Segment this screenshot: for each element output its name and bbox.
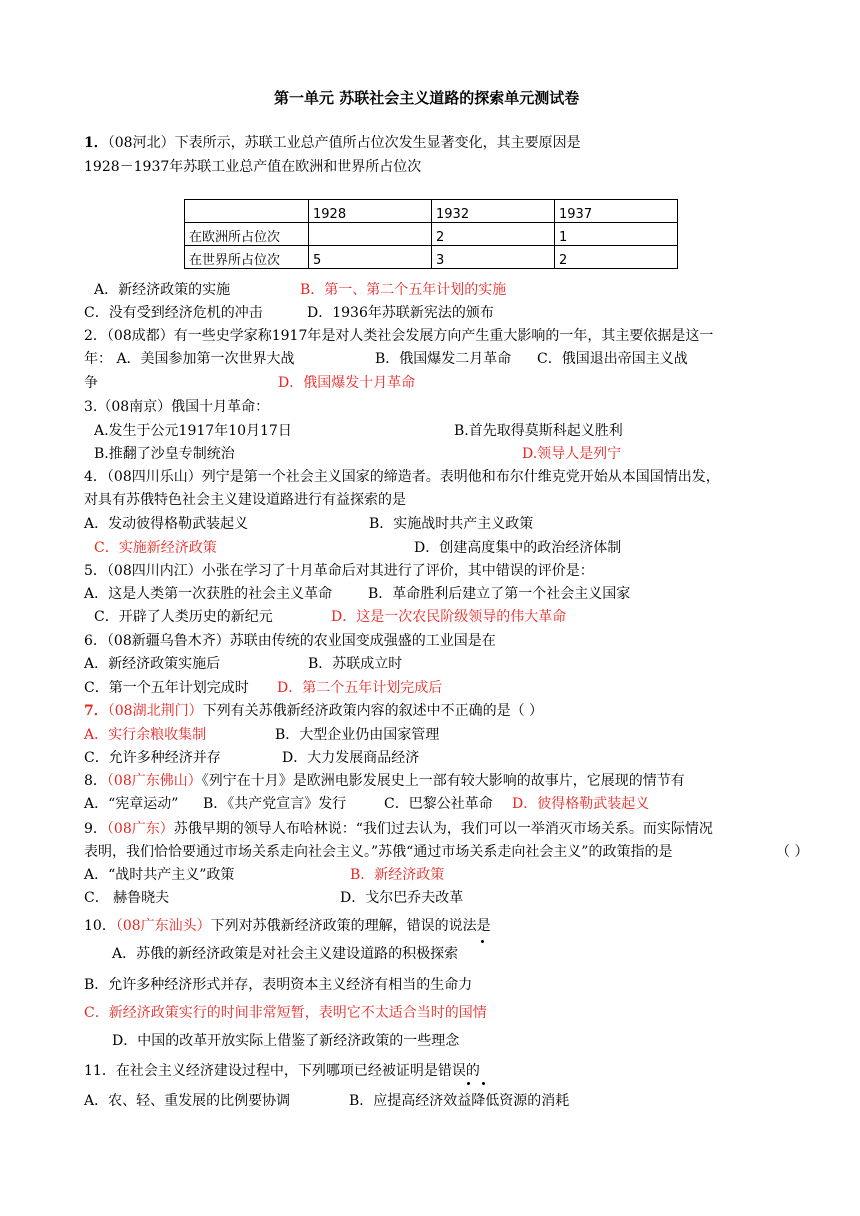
option-d: D．大力发展商品经济 <box>282 750 420 766</box>
table-cell: 3 <box>432 246 555 269</box>
question-source: （08广东） <box>106 821 174 837</box>
option-d: D．创建高度集中的政治经济体制 <box>414 540 622 556</box>
question-text: 下列有关苏俄新经济政策内容的叙述中不正确的是（ ） <box>202 703 544 719</box>
option-a: A．发动彼得格勒武装起义 <box>84 516 249 532</box>
option-b: B．革命胜利后建立了第一个社会主义国家 <box>368 586 631 602</box>
table-header-row <box>185 200 678 223</box>
question-number: 10． <box>84 918 116 934</box>
table-header-cell: 1937 <box>555 200 678 223</box>
option-d: D．中国的改革开放实际上借鉴了新经济政策的一些理念 <box>112 1033 460 1049</box>
question-9-stem-continued: 表明，我们恰恰要通过市场关系走向社会主义。”苏俄“通过市场关系走向社会主义”的政策指的是 <box>84 844 673 860</box>
question-11-stem: 11．在社会主义经济建设过程中，下列哪项已经被证明是错误的 <box>84 1063 480 1079</box>
table-cell: 1 <box>555 223 678 246</box>
option-a: A．新经济政策实施后 <box>84 656 221 672</box>
option-c: C．开辟了人类历史的新纪元 <box>94 609 273 625</box>
question-4-stem-continued: 对具有苏俄特色社会主义建设道路进行有益探索的是 <box>84 492 406 508</box>
question-text: （08河北）下表所示，苏联工业总产值所占位次发生显著变化，其主要原因是 <box>107 135 581 151</box>
option-a-answer: A．实行余粮收集制 <box>84 727 207 743</box>
option-c: C．俄国退出帝国主义战 <box>537 351 688 367</box>
option-c: B.推翻了沙皇专制统治 <box>94 446 235 462</box>
option-d-answer: D．俄国爆发十月革命 <box>278 375 416 391</box>
table-cell <box>309 223 432 246</box>
table-cell: 2 <box>432 223 555 246</box>
question-10-stem <box>84 916 491 936</box>
emphasis-dot <box>481 940 484 943</box>
question-number: 7． <box>84 703 108 719</box>
table-cell: 在欧洲所占位次 <box>185 223 309 246</box>
question-6-stem: 6．（08新疆乌鲁木齐）苏联由传统的农业国变成强盛的工业国是在 <box>84 633 496 649</box>
question-text: 《列宁在十月》是欧洲电影发展史上一部有较大影响的故事片，它展现的情节有 <box>201 773 685 789</box>
option-b-answer: B．新经济政策 <box>350 867 445 883</box>
table-row <box>185 246 678 269</box>
option-b: B．应提高经济效益降低资源的消耗 <box>349 1093 570 1109</box>
option-d-answer: D.领导人是列宁 <box>522 446 622 462</box>
option-c-continued: 争 <box>84 375 98 391</box>
option-b: B．俄国爆发二月革命 <box>375 351 512 367</box>
option-c-answer: C．实施新经济政策 <box>94 540 217 556</box>
option-b-answer: B．第一、第二个五年计划的实施 <box>300 282 507 298</box>
emphasis-dot <box>482 1082 485 1085</box>
option-a: 年： A．美国参加第一次世界大战 <box>84 351 295 367</box>
question-7-stem <box>84 701 543 721</box>
table-cell: 5 <box>309 246 432 269</box>
table-cell: 2 <box>555 246 678 269</box>
question-number: 1． <box>84 135 108 151</box>
question-8-stem <box>84 771 685 791</box>
option-a: A．农、轻、重发展的比例要协调 <box>84 1093 291 1109</box>
table-caption: 1928－1937年苏联工业总产值在欧洲和世界所占位次 <box>84 159 422 175</box>
question-text: 下列对苏俄新经济政策的理解，错误的说法是 <box>210 918 491 934</box>
option-c: C． 赫鲁晓夫 <box>84 890 170 906</box>
answer-bracket: （ ） <box>776 844 809 860</box>
question-text: 苏俄早期的领导人布哈林说：“我们过去认为，我们可以一举消灭市场关系。而实际情况 <box>173 821 713 837</box>
table-cell: 在世界所占位次 <box>185 246 309 269</box>
option-b: B．大型企业仍由国家管理 <box>275 727 440 743</box>
option-d-answer: D．这是一次农民阶级领导的伟大革命 <box>331 609 567 625</box>
option-a: A．“宪章运动” <box>84 796 179 812</box>
option-b: B．《共产党宣言》发行 <box>203 796 347 812</box>
option-c-answer: C．新经济政策实行的时间非常短暂，表明它不太适合当时的国情 <box>84 1005 487 1021</box>
question-source: （08湖北荆门） <box>107 703 203 719</box>
option-a: A．这是人类第一次获胜的社会主义革命 <box>84 586 333 602</box>
rank-table <box>184 199 678 269</box>
table-header-cell: 1932 <box>432 200 555 223</box>
option-a: A．苏俄的新经济政策是对社会主义建设道路的积极探索 <box>112 946 459 962</box>
option-a: A．“战时共产主义”政策 <box>84 867 235 883</box>
question-source: （08广东佛山） <box>106 773 202 789</box>
option-b: B．实施战时共产主义政策 <box>369 516 534 532</box>
question-9-stem <box>84 819 713 839</box>
option-c: C．允许多种经济并存 <box>84 750 221 766</box>
question-3-stem: 3.（08南京）俄国十月革命： <box>84 399 270 415</box>
option-d: D．戈尔巴乔夫改革 <box>340 890 464 906</box>
option-c: C．第一个五年计划完成时 <box>84 680 249 696</box>
option-c: C．巴黎公社革命 <box>384 796 493 812</box>
page-title: 第一单元 苏联社会主义道路的探索单元测试卷 <box>274 89 580 107</box>
table-header-cell: 1928 <box>309 200 432 223</box>
option-b: B．苏联成立时 <box>308 656 403 672</box>
table-row <box>185 223 678 246</box>
emphasis-dot <box>467 1082 470 1085</box>
question-5-stem: 5．（08四川内江）小张在学习了十月革命后对其进行了评价，其中错误的评价是： <box>84 563 594 579</box>
option-a: A.发生于公元1917年10月17日 <box>94 423 292 439</box>
option-d-answer: D．彼得格勒武装起义 <box>512 796 650 812</box>
question-2-stem: 2．（08成都）有一些史学家称1917年是对人类社会发展方向产生重大影响的一年，其主要依据是这一 <box>84 328 714 344</box>
question-number: 9． <box>84 821 107 837</box>
table-header-cell <box>185 200 309 223</box>
question-source: （08广东汕头） <box>115 918 211 934</box>
option-a: A．新经济政策的实施 <box>94 282 231 298</box>
option-b: B．允许多种经济形式并存，表明资本主义经济有相当的生命力 <box>84 977 473 993</box>
option-d: D．1936年苏联新宪法的颁布 <box>307 305 494 321</box>
option-d-answer: D．第二个五年计划完成后 <box>277 680 443 696</box>
option-b: B.首先取得莫斯科起义胜利 <box>454 423 623 439</box>
option-c: C．没有受到经济危机的冲击 <box>84 305 263 321</box>
question-4-stem: 4．（08四川乐山）列宁是第一个社会主义国家的缔造者。表明他和布尔什维克党开始从本国国情出发， <box>84 469 720 485</box>
question-1-stem <box>84 133 581 153</box>
question-number: 8． <box>84 773 107 789</box>
